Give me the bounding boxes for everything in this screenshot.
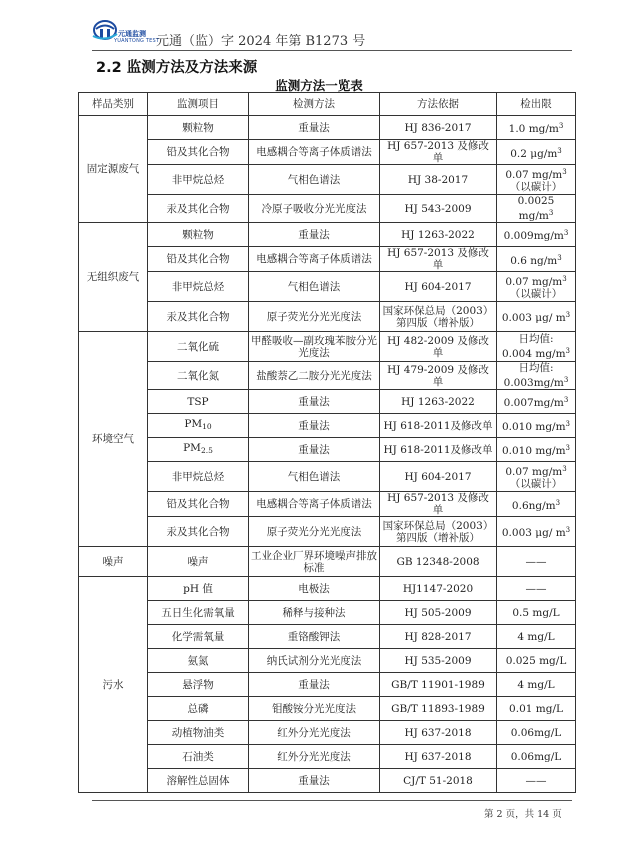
- table-row: [79, 362, 576, 390]
- limit-value: ——: [525, 774, 547, 787]
- limit-value: 4 mg/L: [517, 678, 555, 691]
- table-row: [79, 116, 576, 140]
- item-text: TSP: [187, 395, 209, 408]
- item-text: 五日生化需氧量: [161, 606, 235, 619]
- item-text: 铅及其化合物: [166, 253, 230, 265]
- item-cell: [148, 492, 249, 517]
- limit-superscript: 3: [565, 526, 571, 534]
- item-text: 悬浮物: [182, 678, 214, 691]
- item-cell: [148, 577, 249, 601]
- header-divider: [92, 50, 572, 51]
- header-category: 样品类别: [79, 93, 148, 116]
- limit-value-line: [499, 195, 573, 222]
- limit-value: 0.010 mg/m: [501, 421, 566, 433]
- item-cell: [148, 272, 249, 302]
- table-row: [79, 577, 576, 601]
- table-row: [79, 414, 576, 438]
- limit-value-line: [499, 607, 573, 619]
- basis-cell: HJ 482-2009 及修改单: [380, 332, 497, 362]
- table-row: [79, 547, 576, 577]
- item-cell: [148, 247, 249, 272]
- limit-value: 0.2 μg/m: [510, 147, 558, 160]
- limit-cell: [497, 745, 576, 769]
- basis-cell: HJ 836-2017: [380, 116, 497, 140]
- limit-value-line: [499, 655, 573, 667]
- basis-cell: HJ1147-2020: [380, 577, 497, 601]
- method-cell: 重量法: [249, 438, 380, 462]
- limit-cell: [497, 517, 576, 547]
- method-cell: 红外分光光度法: [249, 721, 380, 745]
- basis-cell: HJ 543-2009: [380, 195, 497, 223]
- table-row: [79, 140, 576, 165]
- limit-note: （以碳计）: [509, 181, 563, 193]
- item-cell: [148, 223, 249, 247]
- table-header-row: [79, 93, 576, 116]
- limit-value: 0.6 ng/m: [510, 254, 558, 267]
- limit-value: 0.07 mg/m: [505, 169, 563, 181]
- item-text: PM: [184, 418, 203, 430]
- limit-value: ——: [525, 582, 547, 595]
- limit-value-line: [499, 345, 573, 360]
- method-cell: 钼酸铵分光光度法: [249, 697, 380, 721]
- limit-value: 0.003 μg/ m: [501, 527, 566, 539]
- item-cell: [148, 332, 249, 362]
- limit-value: 0.6ng/m: [511, 499, 556, 512]
- limit-superscript: 3: [565, 347, 571, 355]
- item-text: 铅及其化合物: [166, 146, 230, 158]
- method-cell: 重量法: [249, 223, 380, 247]
- limit-value-line: [499, 556, 573, 568]
- limit-value: 0.06mg/L: [510, 750, 562, 763]
- limit-value-line: [499, 679, 573, 691]
- item-text: 铅及其化合物: [166, 498, 230, 510]
- limit-value-line: [499, 309, 573, 324]
- item-text: 动植物油类: [171, 726, 225, 739]
- item-cell: [148, 625, 249, 649]
- basis-cell: GB/T 11901-1989: [380, 673, 497, 697]
- item-cell: [148, 390, 249, 414]
- limit-value-line: [499, 583, 573, 595]
- item-text: 二氧化硫: [177, 340, 219, 353]
- category-cell: 环境空气: [79, 332, 148, 547]
- footer-divider: [92, 800, 572, 801]
- limit-value-line: [499, 145, 573, 160]
- item-cell: [148, 517, 249, 547]
- limit-superscript: 3: [563, 229, 569, 237]
- item-cell: [148, 116, 249, 140]
- limit-cell: [497, 302, 576, 332]
- limit-note: （以碳计）: [509, 478, 563, 490]
- item-text: 二氧化氮: [177, 369, 219, 382]
- limit-value-line: [499, 463, 573, 478]
- item-cell: [148, 140, 249, 165]
- item-cell: [148, 165, 249, 195]
- methods-table: [78, 92, 576, 793]
- side-seal-mark: [626, 270, 636, 350]
- limit-value-line: [499, 524, 573, 539]
- limit-cell: [497, 462, 576, 492]
- limit-value-line: [499, 120, 573, 135]
- table-row: [79, 195, 576, 223]
- limit-value: 0.010 mg/m: [501, 445, 566, 457]
- item-text: 总磷: [187, 702, 209, 715]
- method-cell: 气相色谱法: [249, 165, 380, 195]
- table-row: [79, 247, 576, 272]
- item-cell: [148, 547, 249, 577]
- limit-cell: [497, 438, 576, 462]
- limit-cell: [497, 332, 576, 362]
- method-cell: 重量法: [249, 673, 380, 697]
- limit-cell: [497, 547, 576, 577]
- method-cell: 电极法: [249, 577, 380, 601]
- header-method: 检测方法: [249, 93, 380, 116]
- item-cell: [148, 362, 249, 390]
- limit-cell: [497, 140, 576, 165]
- limit-value: 0.06mg/L: [510, 726, 562, 739]
- item-cell: [148, 649, 249, 673]
- category-cell: 污水: [79, 577, 148, 793]
- limit-cell: [497, 223, 576, 247]
- method-cell: 红外分光光度法: [249, 745, 380, 769]
- basis-cell: HJ 1263-2022: [380, 223, 497, 247]
- method-cell: 电感耦合等离子体质谱法: [249, 140, 380, 165]
- basis-cell: GB 12348-2008: [380, 547, 497, 577]
- limit-value: 0.01 mg/L: [509, 702, 563, 715]
- method-cell: 重量法: [249, 414, 380, 438]
- table-row: [79, 601, 576, 625]
- limit-value: 0.025 mg/L: [505, 654, 567, 667]
- category-cell: 无组织废气: [79, 223, 148, 332]
- item-cell: [148, 462, 249, 492]
- limit-cell: [497, 769, 576, 793]
- table-row: [79, 332, 576, 362]
- basis-cell: HJ 637-2018: [380, 721, 497, 745]
- item-text: 氨氮: [187, 654, 209, 667]
- basis-cell: CJ/T 51-2018: [380, 769, 497, 793]
- logo-en-text: YUANTONG TEST: [114, 38, 160, 44]
- table-row: [79, 462, 576, 492]
- item-text: 化学需氧量: [171, 630, 225, 643]
- limit-cell: [497, 673, 576, 697]
- method-cell: 盐酸萘乙二胺分光光度法: [249, 362, 380, 390]
- category-cell: 噪声: [79, 547, 148, 577]
- table-row: [79, 272, 576, 302]
- item-cell: [148, 769, 249, 793]
- limit-value: 0.0025 mg/m: [517, 195, 555, 222]
- basis-cell: HJ 618-2011及修改单: [380, 438, 497, 462]
- header-item: 监测项目: [148, 93, 249, 116]
- item-text: 颗粒物: [182, 121, 214, 134]
- document-number: 元通（监）字 2024 年第 B1273 号: [156, 34, 366, 49]
- table-title: 监测方法一览表: [275, 78, 363, 93]
- limit-superscript: 3: [565, 444, 571, 452]
- item-cell: [148, 195, 249, 223]
- basis-cell: HJ 604-2017: [380, 462, 497, 492]
- limit-superscript: 3: [558, 122, 564, 130]
- method-cell: 电感耦合等离子体质谱法: [249, 247, 380, 272]
- item-text: 非甲烷总烃: [171, 280, 225, 293]
- item-text: 汞及其化合物: [166, 202, 230, 215]
- limit-value: 0.003mg/m: [503, 377, 564, 389]
- limit-value-line: [499, 273, 573, 288]
- limit-cell: [497, 721, 576, 745]
- item-cell: [148, 673, 249, 697]
- item-text: 汞及其化合物: [166, 310, 230, 323]
- basis-cell: HJ 618-2011及修改单: [380, 414, 497, 438]
- limit-cell: [497, 165, 576, 195]
- limit-superscript: 3: [562, 168, 567, 176]
- limit-superscript: 3: [557, 146, 562, 155]
- method-cell: 重量法: [249, 116, 380, 140]
- basis-cell: HJ 38-2017: [380, 165, 497, 195]
- limit-note-top: 日均值:: [518, 362, 554, 374]
- limit-superscript: 3: [562, 465, 567, 473]
- table-row: [79, 390, 576, 414]
- method-cell: 冷原子吸收分光光度法: [249, 195, 380, 223]
- limit-value-line: [499, 394, 573, 409]
- limit-cell: [497, 247, 576, 272]
- limit-superscript: 3: [557, 253, 562, 262]
- limit-value-line: [499, 418, 573, 433]
- item-text: 石油类: [182, 750, 214, 763]
- page-number: 第 2 页，共 14 页: [484, 809, 562, 820]
- limit-value-line: [499, 497, 573, 512]
- table-row: [79, 697, 576, 721]
- item-text: 非甲烷总烃: [171, 470, 225, 483]
- category-cell: 固定源废气: [79, 116, 148, 223]
- table-row: [79, 769, 576, 793]
- table-body: [79, 116, 576, 793]
- item-cell: [148, 745, 249, 769]
- limit-value: 4 mg/L: [517, 630, 555, 643]
- basis-cell: HJ 828-2017: [380, 625, 497, 649]
- item-cell: [148, 438, 249, 462]
- page-header: [92, 16, 572, 52]
- logo-cn-text: 元通监测: [118, 30, 146, 38]
- basis-cell: HJ 637-2018: [380, 745, 497, 769]
- limit-value: 0.004 mg/m: [501, 348, 566, 360]
- table-row: [79, 649, 576, 673]
- header-basis: 方法依据: [380, 93, 497, 116]
- limit-value-line: [499, 703, 573, 715]
- basis-cell: HJ 505-2009: [380, 601, 497, 625]
- table-row: [79, 223, 576, 247]
- basis-cell: HJ 479-2009 及修改单: [380, 362, 497, 390]
- section-title: 2.2 监测方法及方法来源: [96, 60, 258, 76]
- table-row: [79, 517, 576, 547]
- limit-cell: [497, 697, 576, 721]
- item-text: PM: [183, 442, 201, 454]
- limit-value-line: [499, 631, 573, 643]
- item-cell: [148, 697, 249, 721]
- item-subscript: 2.5: [200, 446, 213, 455]
- method-cell: 原子荧光分光光度法: [249, 302, 380, 332]
- item-cell: [148, 414, 249, 438]
- basis-cell: HJ 657-2013 及修改单: [380, 140, 497, 165]
- table-row: [79, 721, 576, 745]
- item-text: 溶解性总固体: [166, 774, 230, 787]
- basis-cell: GB/T 11893-1989: [380, 697, 497, 721]
- limit-value: 0.009mg/m: [503, 230, 564, 242]
- limit-value: 0.003 μg/ m: [501, 312, 566, 324]
- table-row: [79, 673, 576, 697]
- limit-value: 0.07 mg/m: [505, 466, 563, 478]
- method-cell: 电感耦合等离子体质谱法: [249, 492, 380, 517]
- limit-cell: [497, 492, 576, 517]
- item-cell: [148, 601, 249, 625]
- limit-value-line: [499, 227, 573, 242]
- limit-value-line: [499, 166, 573, 181]
- table-row: [79, 745, 576, 769]
- limit-cell: [497, 362, 576, 390]
- basis-cell: HJ 535-2009: [380, 649, 497, 673]
- item-subscript: 10: [202, 422, 212, 431]
- table-row: [79, 625, 576, 649]
- limit-cell: [497, 195, 576, 223]
- header-limit: 检出限: [497, 93, 576, 116]
- method-cell: 重量法: [249, 390, 380, 414]
- basis-cell: HJ 657-2013 及修改单: [380, 492, 497, 517]
- item-cell: [148, 721, 249, 745]
- limit-value-line: [499, 775, 573, 787]
- item-text: 颗粒物: [182, 228, 214, 241]
- limit-value-line: [499, 252, 573, 267]
- table-row: [79, 438, 576, 462]
- table-row: [79, 302, 576, 332]
- limit-cell: [497, 116, 576, 140]
- limit-value: 0.07 mg/m: [505, 276, 563, 288]
- item-text: pH 值: [183, 582, 213, 595]
- item-cell: [148, 302, 249, 332]
- limit-note-top: 日均值:: [518, 333, 554, 345]
- limit-value: 1.0 mg/m: [508, 123, 559, 135]
- basis-cell: HJ 604-2017: [380, 272, 497, 302]
- limit-cell: [497, 625, 576, 649]
- method-cell: 气相色谱法: [249, 272, 380, 302]
- item-text: 非甲烷总烃: [171, 173, 225, 186]
- method-cell: 甲醛吸收—副玫瑰苯胺分光光度法: [249, 332, 380, 362]
- limit-cell: [497, 649, 576, 673]
- limit-value-line: [499, 727, 573, 739]
- limit-value-line: [499, 751, 573, 763]
- basis-cell: 国家环保总局（2003）第四版（增补版）: [380, 517, 497, 547]
- limit-superscript: 3: [565, 311, 571, 319]
- limit-cell: [497, 577, 576, 601]
- limit-cell: [497, 414, 576, 438]
- limit-superscript: 3: [563, 396, 569, 404]
- limit-value: 0.5 mg/L: [512, 606, 560, 619]
- limit-value-line: [499, 374, 573, 389]
- method-cell: 工业企业厂界环境噪声排放标准: [249, 547, 380, 577]
- limit-cell: [497, 272, 576, 302]
- method-cell: 气相色谱法: [249, 462, 380, 492]
- limit-cell: [497, 390, 576, 414]
- limit-value-line: [499, 442, 573, 457]
- limit-cell: [497, 601, 576, 625]
- method-cell: 重铬酸钾法: [249, 625, 380, 649]
- method-cell: 重量法: [249, 769, 380, 793]
- table-row: [79, 165, 576, 195]
- limit-superscript: 3: [563, 376, 569, 384]
- item-text: 汞及其化合物: [166, 525, 230, 538]
- limit-superscript: 3: [548, 209, 554, 217]
- limit-superscript: 3: [562, 275, 567, 283]
- limit-value: 0.007mg/m: [503, 397, 564, 409]
- method-cell: 原子荧光分光光度法: [249, 517, 380, 547]
- item-text: 噪声: [187, 555, 209, 568]
- basis-cell: HJ 1263-2022: [380, 390, 497, 414]
- limit-value: ——: [525, 555, 547, 568]
- limit-superscript: 3: [555, 498, 561, 507]
- table-row: [79, 492, 576, 517]
- basis-cell: 国家环保总局（2003）第四版（增补版）: [380, 302, 497, 332]
- method-cell: 稀释与接种法: [249, 601, 380, 625]
- method-cell: 纳氏试剂分光光度法: [249, 649, 380, 673]
- limit-superscript: 3: [565, 420, 571, 428]
- basis-cell: HJ 657-2013 及修改单: [380, 247, 497, 272]
- limit-note: （以碳计）: [509, 288, 563, 300]
